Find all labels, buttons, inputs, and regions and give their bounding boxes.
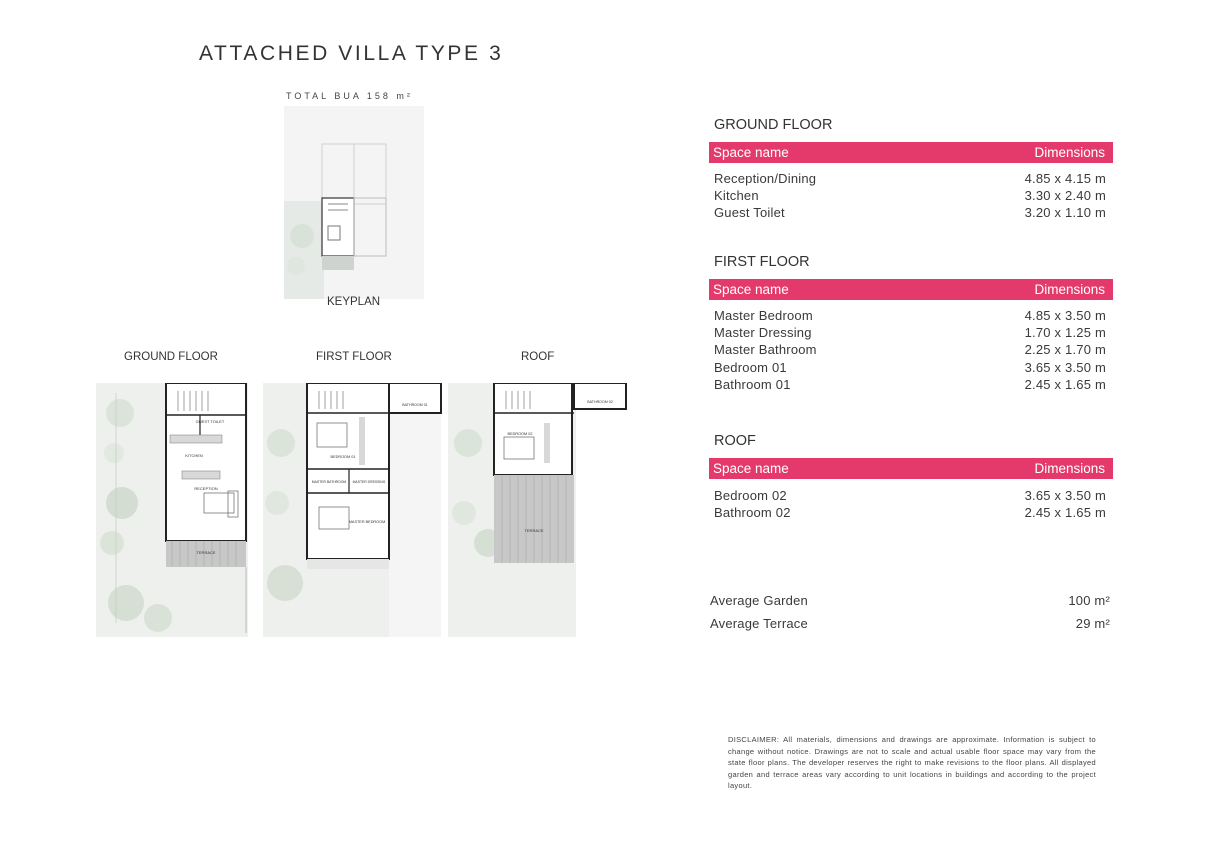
ground-floor-table-header [709, 142, 1113, 163]
page-title: ATTACHED VILLA TYPE 3 [199, 42, 504, 65]
area-summary [710, 589, 1110, 635]
header-space-name: Space name [713, 461, 789, 476]
first-room-master-dressing: MASTER DRESSING [352, 480, 386, 484]
ground-room-guest-toilet: GUEST TOILET [195, 419, 225, 424]
keyplan-label: KEYPLAN [327, 296, 381, 308]
ground-floor-plan-label: GROUND FLOOR [124, 351, 218, 363]
table-row: Reception/Dining 4.85 x 4.15 m [714, 171, 1106, 186]
table-row: Master Bathroom 2.25 x 1.70 m [714, 342, 1106, 358]
ground-room-kitchen: KITCHEN [185, 453, 203, 458]
roof-rows [714, 487, 1106, 521]
roof-table-header [709, 458, 1113, 479]
first-room-bathroom-01: BATHROOM 01 [402, 403, 428, 407]
table-row: Bedroom 02 3.65 x 3.50 m [714, 488, 1106, 503]
roof-section-title: ROOF [714, 433, 756, 449]
table-row: Guest Toilet 3.20 x 1.10 m [714, 205, 1106, 221]
table-row: Master Dressing 1.70 x 1.25 m [714, 325, 1106, 341]
keyplan-image [284, 106, 424, 299]
table-row: Bathroom 01 2.45 x 1.65 m [714, 376, 1106, 392]
disclaimer-text: DISCLAIMER: All materials, dimensions and drawings are approximate. Information is subject to change without notice. Drawings are not to scale and actual usable floor space may vary from the state floor plans. The developer reserves the right to make revisions to the floor plans. All displayed garden and terrace areas vary according to unit locations in buildings and according to the project layout. [728, 735, 1096, 790]
total-bua: TOTAL BUA 158 m² [286, 91, 413, 101]
average-garden-row: Average Garden 100 m² [710, 593, 1110, 608]
ground-floor-rows [714, 170, 1106, 222]
first-room-master-bedroom: MASTER BEDROOM [348, 520, 386, 524]
table-row: Bathroom 02 2.45 x 1.65 m [714, 505, 1106, 521]
first-room-master-bathroom: MASTER BATHROOM [311, 480, 347, 484]
header-dimensions: Dimensions [1034, 282, 1105, 297]
roof-room-terrace: TERRACE [524, 528, 544, 533]
table-row: Kitchen 3.30 x 2.40 m [714, 188, 1106, 204]
ground-room-reception: RECEPTION [194, 486, 218, 491]
header-space-name: Space name [713, 282, 789, 297]
first-floor-rows [714, 307, 1106, 393]
header-dimensions: Dimensions [1034, 461, 1105, 476]
first-floor-plan-label: FIRST FLOOR [316, 351, 392, 363]
first-floor-plan [263, 383, 443, 637]
roof-room-bedroom-02: BEDROOM 02 [507, 432, 533, 436]
roof-room-bathroom-02: BATHROOM 02 [587, 400, 613, 404]
ground-floor-plan [96, 383, 248, 637]
header-dimensions: Dimensions [1034, 145, 1105, 160]
table-row: Bedroom 01 3.65 x 3.50 m [714, 359, 1106, 375]
header-space-name: Space name [713, 145, 789, 160]
first-floor-section-title: FIRST FLOOR [714, 254, 810, 270]
ground-room-terrace: TERRACE [196, 550, 216, 555]
roof-plan-label: ROOF [521, 351, 555, 363]
ground-floor-section-title: GROUND FLOOR [714, 117, 833, 133]
first-room-bedroom-01: BEDROOM 01 [330, 455, 356, 459]
table-row: Master Bedroom 4.85 x 3.50 m [714, 308, 1106, 323]
first-floor-table-header [709, 279, 1113, 300]
roof-plan [448, 383, 628, 637]
average-terrace-row: Average Terrace 29 m² [710, 616, 1110, 631]
